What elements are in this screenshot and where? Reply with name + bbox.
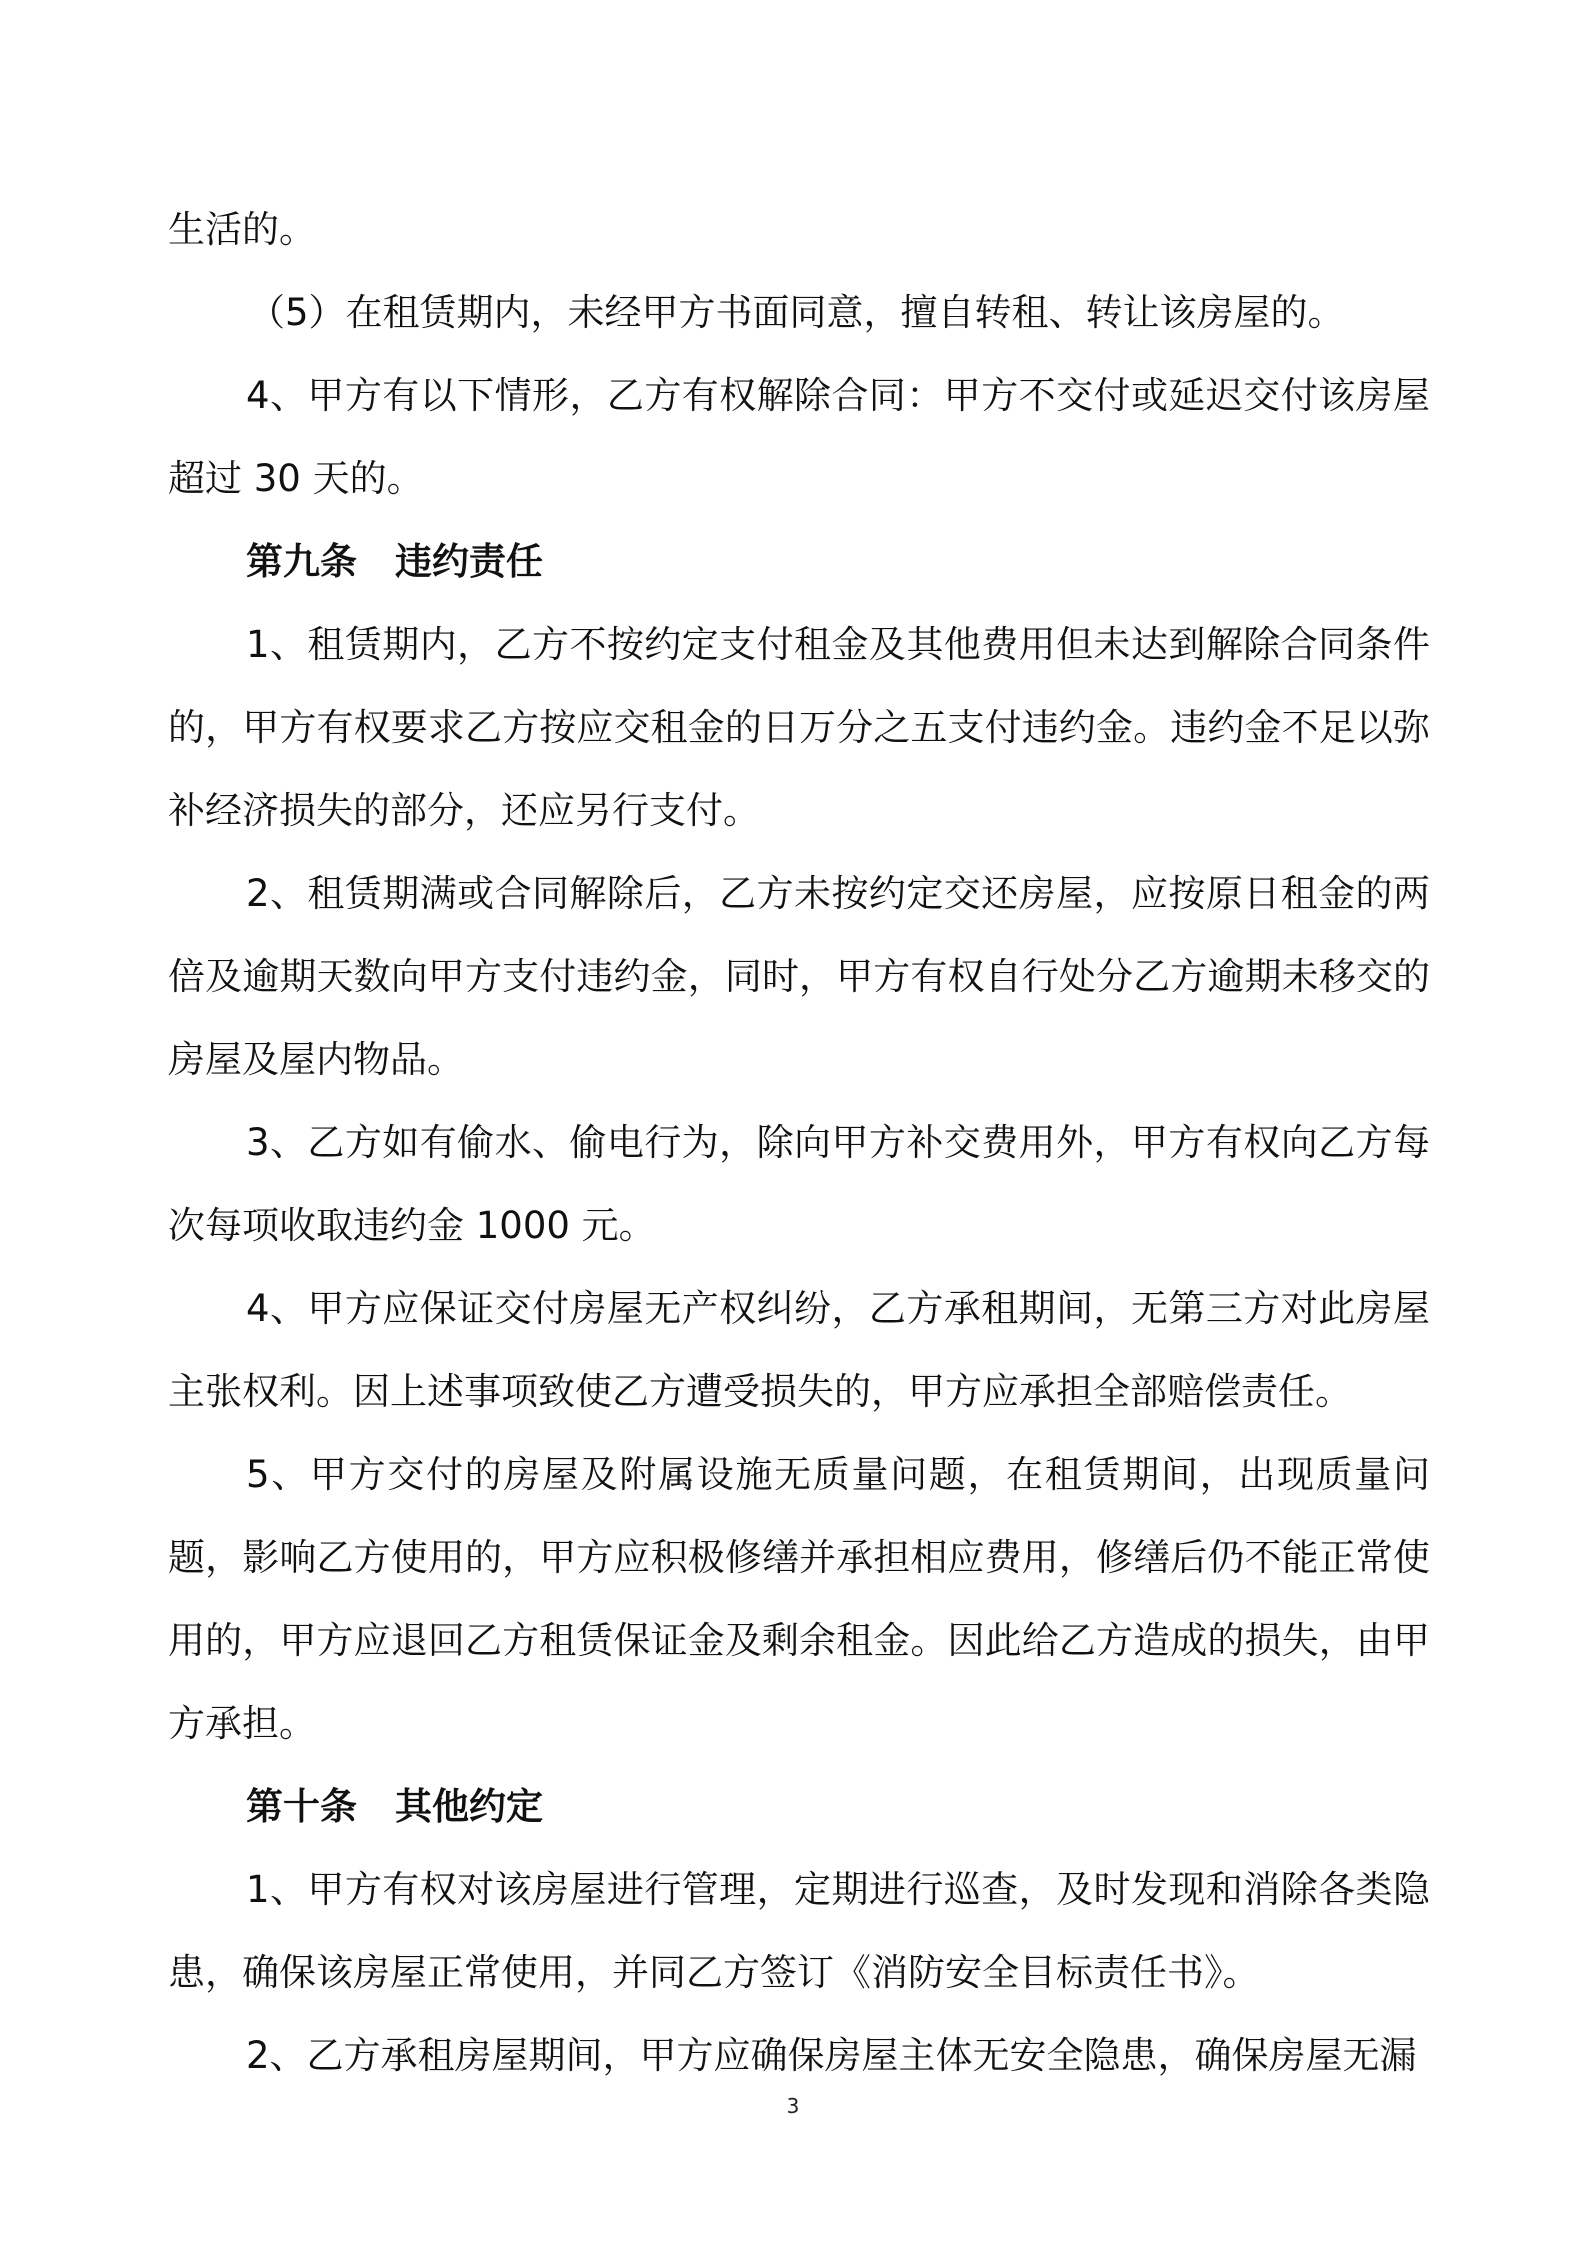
paragraph-liability-5: 5、甲方交付的房屋及附属设施无质量问题，在租赁期间，出现质量问题，影响乙方使用的，甲方应积极修缮并承担相应费用，修缮后仍不能正常使用的，甲方应退回乙方租赁保证金及剩余租金。因此给乙方造成的损失，由甲方承担。 [168, 1453, 1430, 1745]
paragraph-liability-2: 2、租赁期满或合同解除后，乙方未按约定交还房屋，应按原日租金的两倍及逾期天数向甲方支付违约金，同时，甲方有权自行处分乙方逾期未移交的房屋及屋内物品。 [168, 872, 1430, 1081]
paragraph-other-2: 2、乙方承租房屋期间，甲方应确保房屋主体无安全隐患，确保房屋无漏 [246, 2034, 1417, 2077]
article-title: 其他约定 [395, 1785, 543, 1828]
paragraph-liability-4: 4、甲方应保证交付房屋无产权纠纷，乙方承租期间，无第三方对此房屋主张权利。因上述事项致使乙方遭受损失的，甲方应承担全部赔偿责任。 [168, 1287, 1430, 1413]
paragraph-liability-3: 3、乙方如有偷水、偷电行为，除向甲方补交费用外，甲方有权向乙方每次每项收取违约金 1000 元。 [168, 1121, 1430, 1247]
paragraph-continuation: 生活的。 [168, 208, 316, 251]
paragraph-termination-by-b: 4、甲方有以下情形，乙方有权解除合同：甲方不交付或延迟交付该房屋超过 30 天的。 [168, 374, 1430, 500]
document-body [168, 188, 1430, 2097]
article-number: 第十条 [246, 1785, 357, 1828]
paragraph-other-1: 1、甲方有权对该房屋进行管理，定期进行巡查，及时发现和消除各类隐患，确保该房屋正常使用，并同乙方签订《消防安全目标责任书》。 [168, 1868, 1430, 1994]
paragraph-liability-1: 1、租赁期内，乙方不按约定支付租金及其他费用但未达到解除合同条件的，甲方有权要求乙方按应交租金的日万分之五支付违约金。违约金不足以弥补经济损失的部分，还应另行支付。 [168, 623, 1430, 832]
article-number: 第九条 [246, 540, 357, 583]
paragraph-clause-5: （5）在租赁期内，未经甲方书面同意，擅自转租、转让该房屋的。 [248, 291, 1345, 334]
section-heading-article-9 [168, 520, 1430, 603]
page-number: 3 [786, 2094, 800, 2118]
section-heading-article-10 [168, 1765, 1430, 1848]
article-title: 违约责任 [395, 540, 543, 583]
